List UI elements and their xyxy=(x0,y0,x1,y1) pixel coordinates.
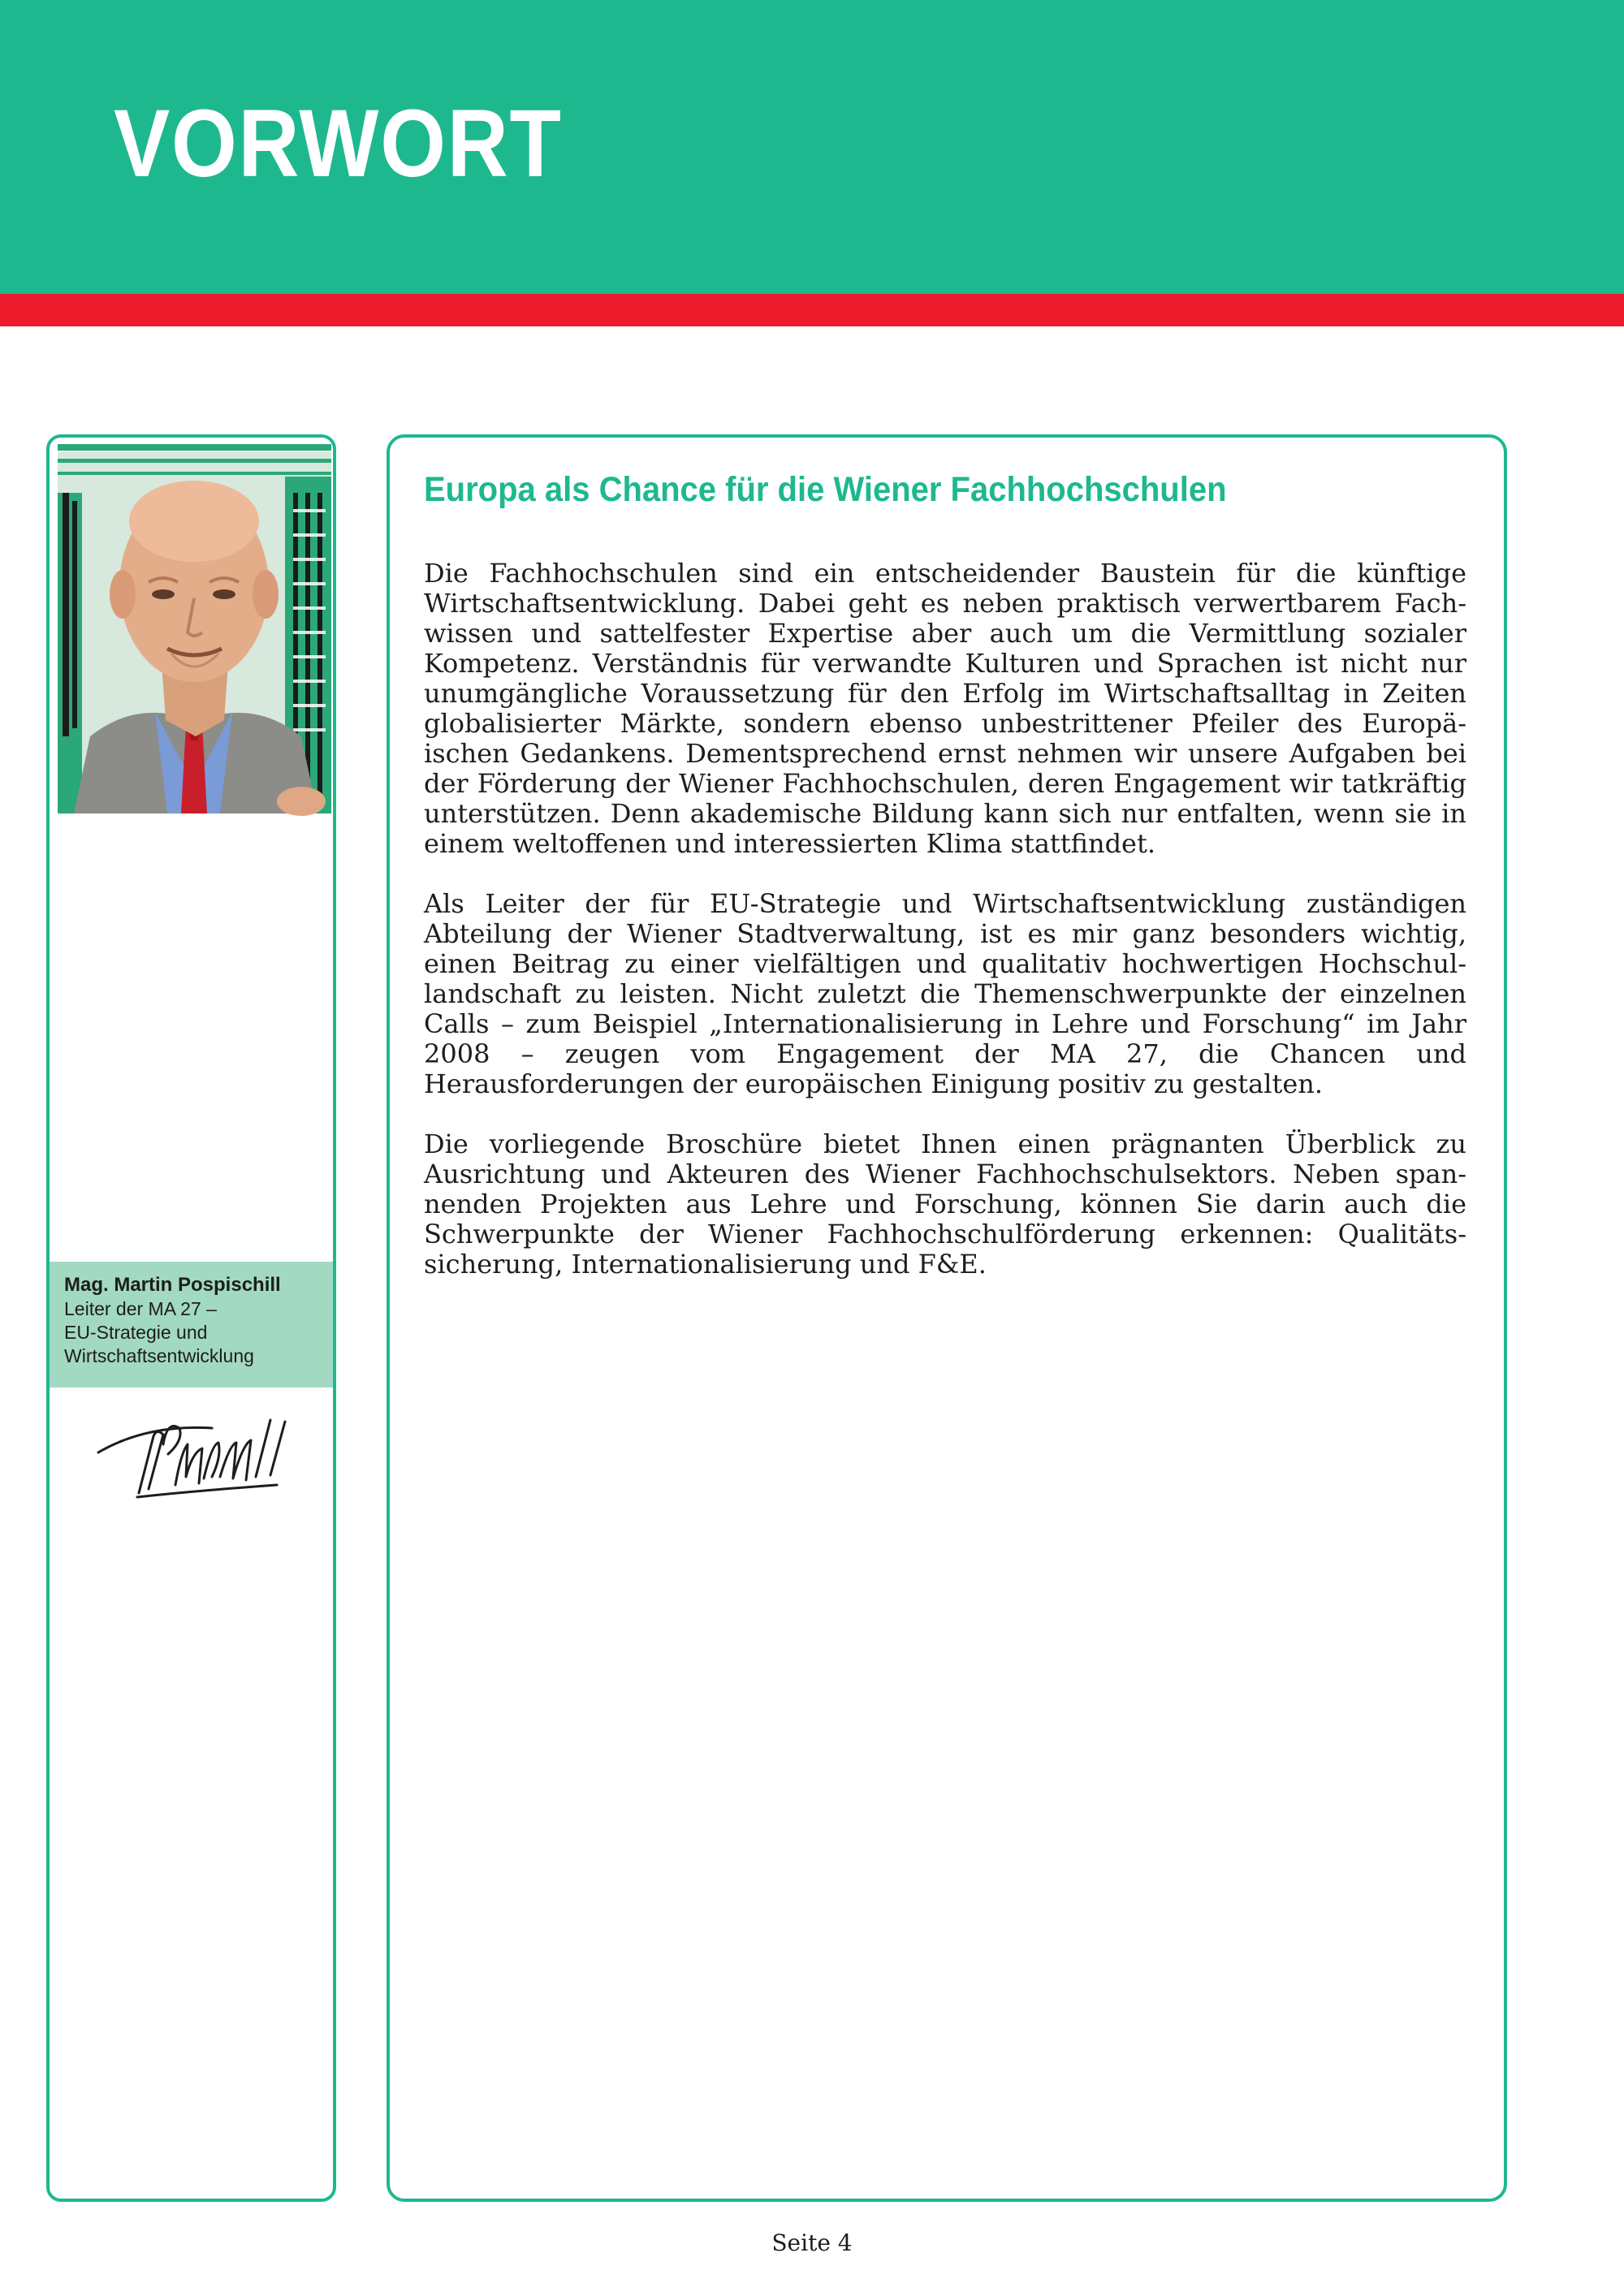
paragraph: Die Fachhochschulen sind ein entscheidender Baustein für die künftige Wirtschaftsentwicklung. Dabei geht es neben praktisch verwertbarem Fachwissen und sattelfester Expertise aber auch um die Vermittlung sozialer Kompetenz. Verständnis für verwandte Kulturen und Sprachen ist nicht nur unumgängliche Voraussetzung für den Erfolg im Wirtschaftsalltag in Zeiten globalisierter Märkte, sondern ebenso unbestrittener Pfeiler des Europäischen Gedankens. Dementsprechend ernst nehmen wir unsere Aufgaben bei der Förderung der Wiener Fachhochschulen, deren Engagement wir tatkräftig unterstützen. Denn akademische Bildung kann sich nur entfalten, wenn sie in einem weltoffenen und interessierten Klima stattfindet. xyxy=(424,558,1466,859)
author-role: Leiter der MA 27 – EU-Strategie und Wirtschaftsentwicklung xyxy=(64,1298,254,1366)
portrait-photo-icon xyxy=(58,444,331,1249)
paragraph: Als Leiter der für EU-Strategie und Wirtschaftsentwicklung zuständigen Abteilung der Wiener Stadtverwaltung, ist es mir ganz besonders wichtig, einen Beitrag zu einer vielfältigen und qualitativ hochwertigen Hochschullandschaft zu leisten. Nicht zuletzt die Themenschwerpunkte der einzelnen Calls – zum Beispiel „Internationalisierung in Lehre und Forschung“ im Jahr 2008 – zeugen vom Engagement der MA 27, die Chancen und Herausforderungen der europäischen Einigung positiv zu gestalten. xyxy=(424,888,1466,1099)
author-name: Mag. Martin Pospischill xyxy=(64,1274,281,1296)
handwritten-signature-icon xyxy=(90,1396,309,1513)
header-stripe xyxy=(0,294,1624,326)
article-title: Europa als Chance für die Wiener Fachhochschulen xyxy=(424,470,1227,509)
page-title: VORWORT xyxy=(114,90,563,197)
page-number: Seite 4 xyxy=(771,2229,853,2256)
article-body xyxy=(424,559,1466,1310)
author-sidebar xyxy=(46,434,336,2202)
paragraph: Die vorliegende Broschüre bietet Ihnen einen prägnanten Überblick zu Ausrichtung und Akteuren des Wiener Fachhochschulsektors. Neben spannenden Projekten aus Lehre und Forschung, können Sie darin auch die Schwerpunkte der Wiener Fachhochschulförderung erkennen: Qualitätssicherung, Internationalisierung und F&E. xyxy=(424,1129,1466,1280)
